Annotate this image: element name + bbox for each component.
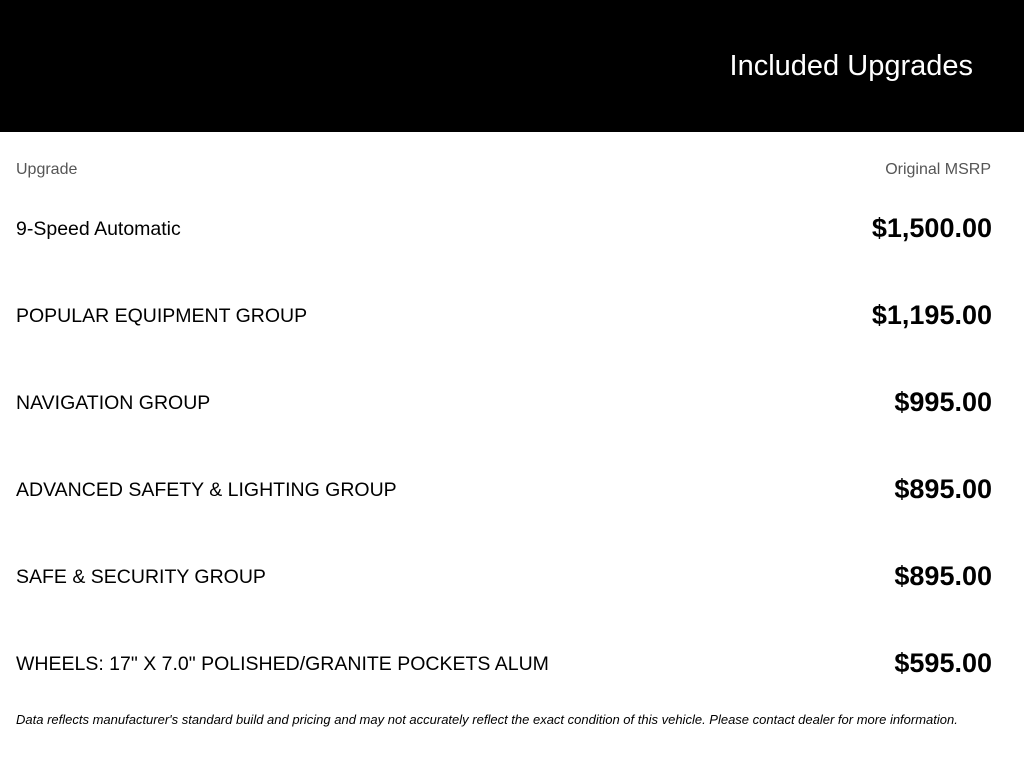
header-bar xyxy=(0,0,1024,132)
upgrade-name: POPULAR EQUIPMENT GROUP xyxy=(16,305,308,327)
upgrade-name: NAVIGATION GROUP xyxy=(16,392,211,414)
upgrade-row xyxy=(0,272,1024,359)
upgrade-price: $895.00 xyxy=(894,561,992,591)
upgrade-row xyxy=(0,620,1024,707)
column-header-upgrade: Upgrade xyxy=(16,161,78,178)
upgrade-name: ADVANCED SAFETY & LIGHTING GROUP xyxy=(16,479,397,501)
upgrade-name: 9-Speed Automatic xyxy=(16,218,181,240)
upgrade-row xyxy=(0,359,1024,446)
upgrade-row xyxy=(0,533,1024,620)
upgrades-list xyxy=(0,185,1024,707)
upgrade-price: $995.00 xyxy=(894,387,992,417)
upgrade-name: SAFE & SECURITY GROUP xyxy=(16,566,266,588)
upgrade-name: WHEELS: 17" X 7.0" POLISHED/GRANITE POCKETS ALUM xyxy=(16,653,549,675)
upgrade-price: $1,195.00 xyxy=(871,300,992,330)
column-header-msrp: Original MSRP xyxy=(885,161,991,178)
upgrade-price: $895.00 xyxy=(894,474,992,504)
upgrade-row xyxy=(0,446,1024,533)
upgrade-price: $595.00 xyxy=(894,648,992,678)
upgrade-price: $1,500.00 xyxy=(871,213,992,243)
disclaimer-text: Data reflects manufacturer's standard build and pricing and may not accurately reflect the exact condition of this vehicle. Please contact dealer for more information. xyxy=(16,712,958,727)
upgrade-row xyxy=(0,185,1024,272)
page-title: Included Upgrades xyxy=(729,50,973,82)
